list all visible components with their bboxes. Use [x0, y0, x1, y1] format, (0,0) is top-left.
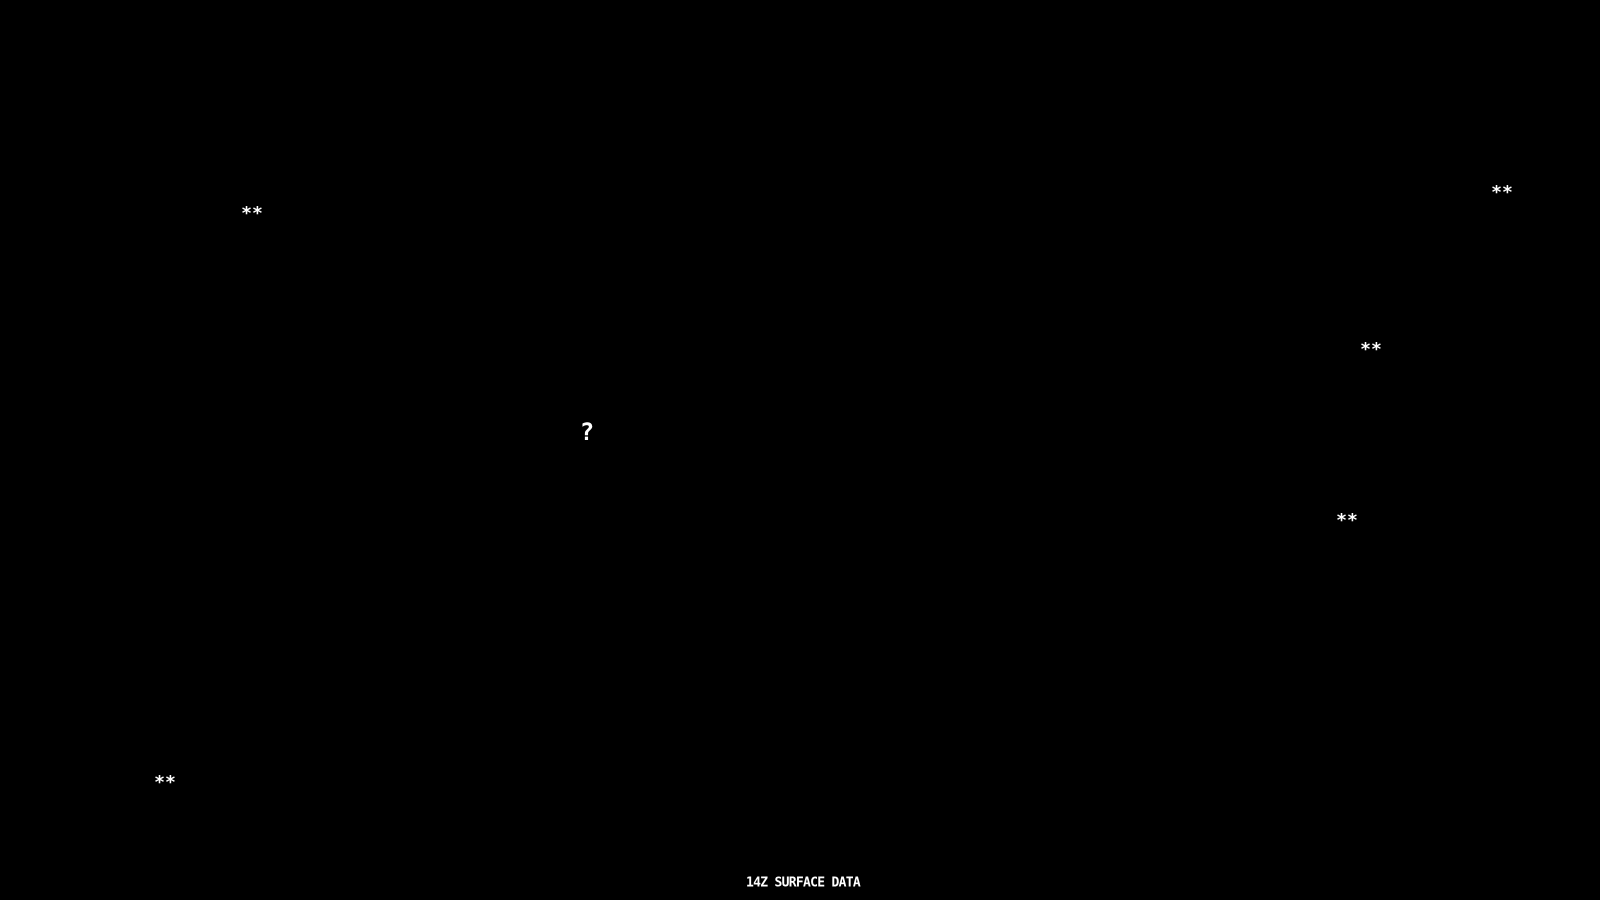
- unknown-weather-icon: ?: [579, 418, 595, 446]
- map-caption: 14Z SURFACE DATA: [745, 875, 861, 891]
- snow-icon: **: [154, 772, 176, 793]
- snow-icon: **: [241, 203, 263, 224]
- snow-icon: **: [1336, 510, 1358, 531]
- snow-icon: **: [1491, 182, 1513, 203]
- snow-icon: **: [1360, 339, 1382, 360]
